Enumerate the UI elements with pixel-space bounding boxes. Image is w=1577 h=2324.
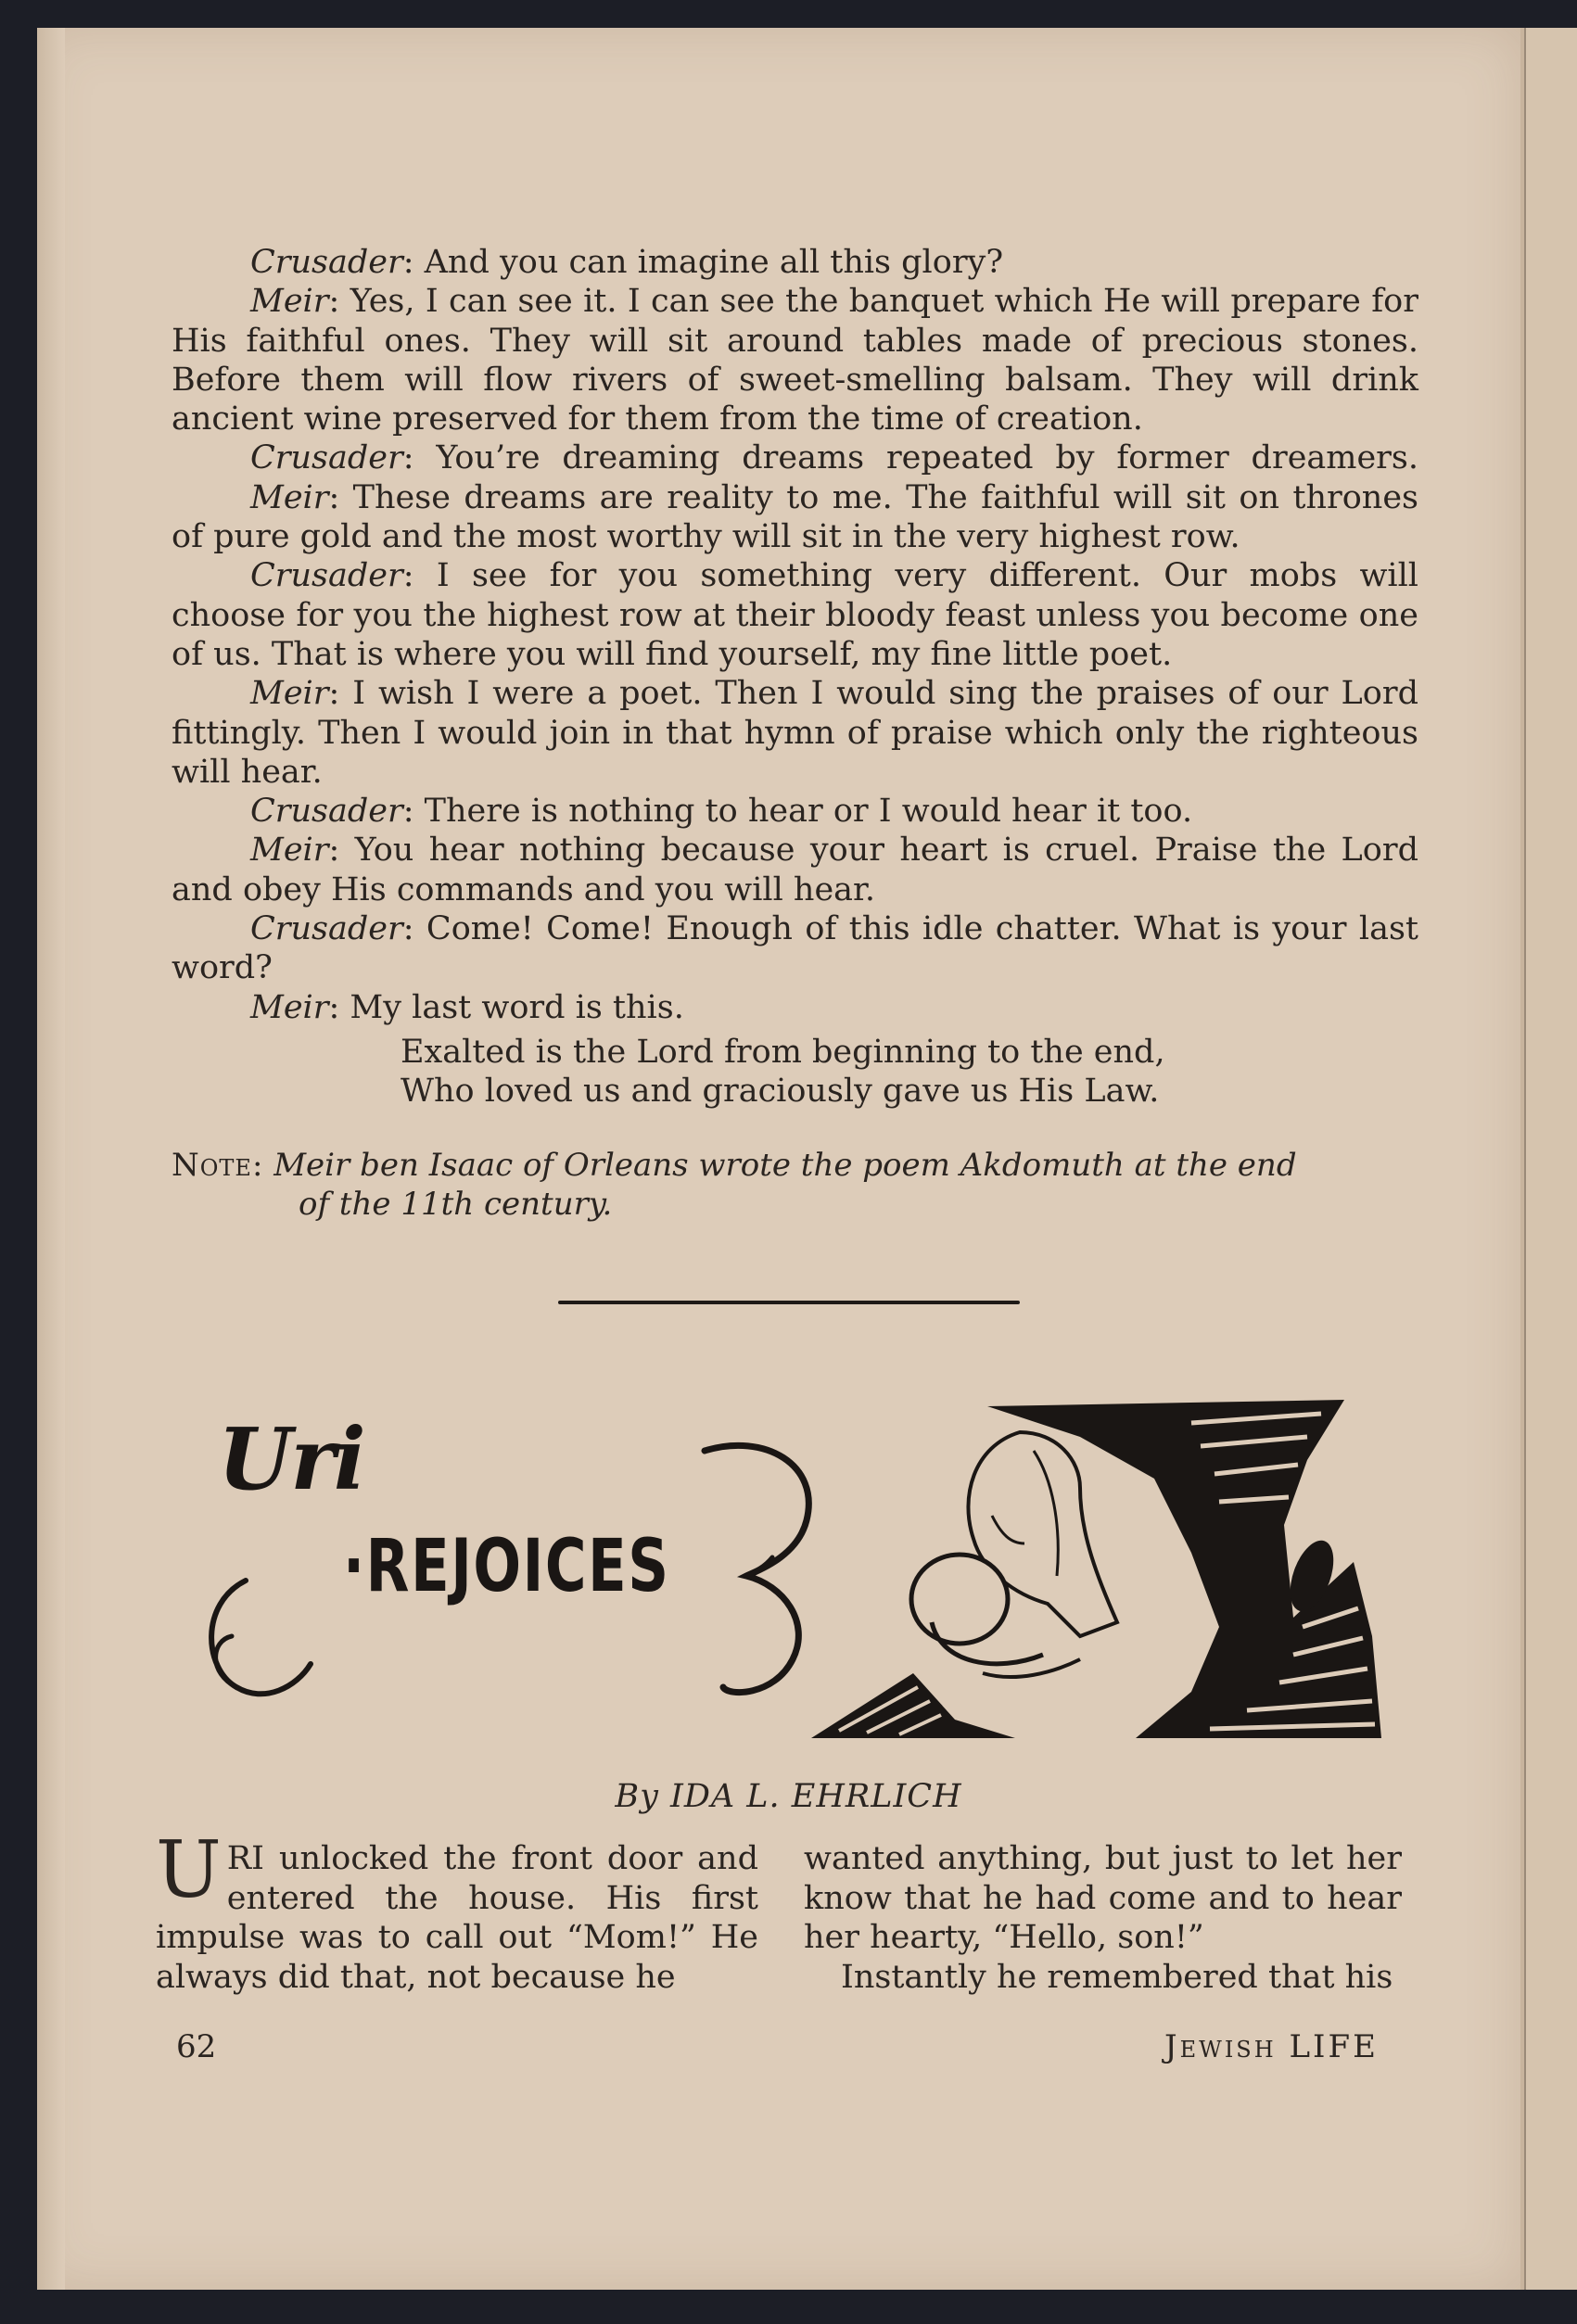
speaker-name: Meir [250,675,329,713]
dialogue-text-span: I see for you something very different. Our mobs will choose for you the highest row at their bloody feast unless you become one of us. That is where you will find yourself, my fine little poet. [172,557,1418,673]
poem-line: Exalted is the Lord from beginning to the end, [401,1033,1165,1071]
opening-word: RI [226,1840,264,1877]
dialogue-text-span: I wish I were a poet. Then I would sing the praises of our Lord fittingly. Then I would join in that hymn of praise which only the righteous will hear. [172,675,1418,791]
dialogue-line: Meir: These dreams are reality to me. The faithful will sit on thrones of pure gold and the most worthy will sit in the very highest row. [172,478,1419,556]
story-opening-paragraph [156,1824,758,1997]
speaker-name: Crusader [250,557,403,595]
dialogue-text [172,243,1418,1111]
dialogue-text-span: Yes, I can see it. I can see the banquet which He will prepare for His faithful ones. They will sit around tables made of precious stones. Before them will flow rivers of sweet-smelling balsam. They will drink ancient wine preserved for them from the time of creation. [172,283,1418,438]
note-line-2: of the 11th century. [299,1186,613,1223]
dialogue-line: Crusader: You’re dreaming dreams repeated by former dreamers. [250,439,1418,477]
speaker-name: Crusader [250,793,403,831]
speaker-name: Meir [250,283,329,321]
dialogue-text-span: My last word is this. [350,988,684,1026]
dialogue-line: Meir: Yes, I can see it. I can see the banquet which He will prepare for His faithful ones. They will sit around tables made of precious stones. Before them will flow rivers of sweet-smelling balsam. They will drink ancient wine preserved for them from the time of creation. [172,283,1418,438]
dialogue-line: Meir: My last word is this. [250,988,684,1026]
running-title: Jewish LIFE [1164,2028,1379,2065]
adjacent-page-edge [1520,28,1577,2290]
drop-cap: U [156,1824,222,1915]
dialogue-text-span: You’re dreaming dreams repeated by former dreamers. [436,439,1418,477]
story-column-left [156,1824,758,1997]
dialogue-line: Crusader: And you can imagine all this glory? [250,244,1004,281]
title-main: ·REJOICES [343,1525,670,1608]
dialogue-text-span: Come! Come! Enough of this idle chatter. What is your last word? [172,910,1418,987]
dialogue-line: Crusader: There is nothing to hear or I would hear it too. [250,793,1193,831]
page-gutter [37,28,65,2290]
note-line-1: Meir ben Isaac of Orleans wrote the poem Akdomuth at the end [273,1147,1297,1184]
page-number: 62 [176,2028,217,2065]
speaker-name: Meir [250,478,329,516]
poem-line: Who loved us and graciously gave us His Law. [401,1073,1160,1111]
dialogue-line: Crusader: I see for you something very different. Our mobs will choose for you the highest row at their bloody feast unless you become one of us. That is where you will find yourself, my fine little poet. [172,557,1418,673]
dialogue-text-span: These dreams are reality to me. The faithful will sit on thrones of pure gold and the most worthy will sit in the very highest row. [172,478,1419,556]
story-paragraph: Instantly he remembered that his [841,1958,1393,1996]
speaker-name: Meir [250,988,329,1026]
byline: By IDA L. EHRLICH [615,1778,962,1815]
speaker-name: Crusader [250,244,403,281]
mother-child-woodcut-illustration [802,1395,1395,1743]
dialogue-line: Crusader: Come! Come! Enough of this idle chatter. What is your last word? [172,910,1418,987]
dialogue-text-span: There is nothing to hear or I would hear it too. [424,793,1193,831]
editor-note [172,1146,1418,1224]
story-column-right [804,1839,1402,1997]
dialogue-text-span: You hear nothing because your heart is cruel. Praise the Lord and obey His commands and you will hear. [172,832,1418,908]
speaker-name: Meir [250,832,329,870]
note-label: Note: [172,1147,264,1184]
dialogue-line: Meir: I wish I were a poet. Then I would sing the praises of our Lord fittingly. Then I would join in that hymn of praise which only the righteous will hear. [172,675,1418,791]
speaker-name: Crusader [250,439,403,477]
speaker-name: Crusader [250,910,403,948]
dialogue-text-span: And you can imagine all this glory? [424,244,1004,281]
title-script: Uri [218,1409,364,1509]
section-divider [558,1301,1020,1304]
opening-text: unlocked the front door and entered the house. His first impulse was to call out “Mom!” He always did that, not because he [156,1840,758,1996]
story-paragraph: wanted anything, but just to let her know that he had come and to hear her hearty, “Hello, son!” [804,1840,1402,1956]
dialogue-line: Meir: You hear nothing because your heart is cruel. Praise the Lord and obey His commands and you will hear. [172,832,1418,908]
